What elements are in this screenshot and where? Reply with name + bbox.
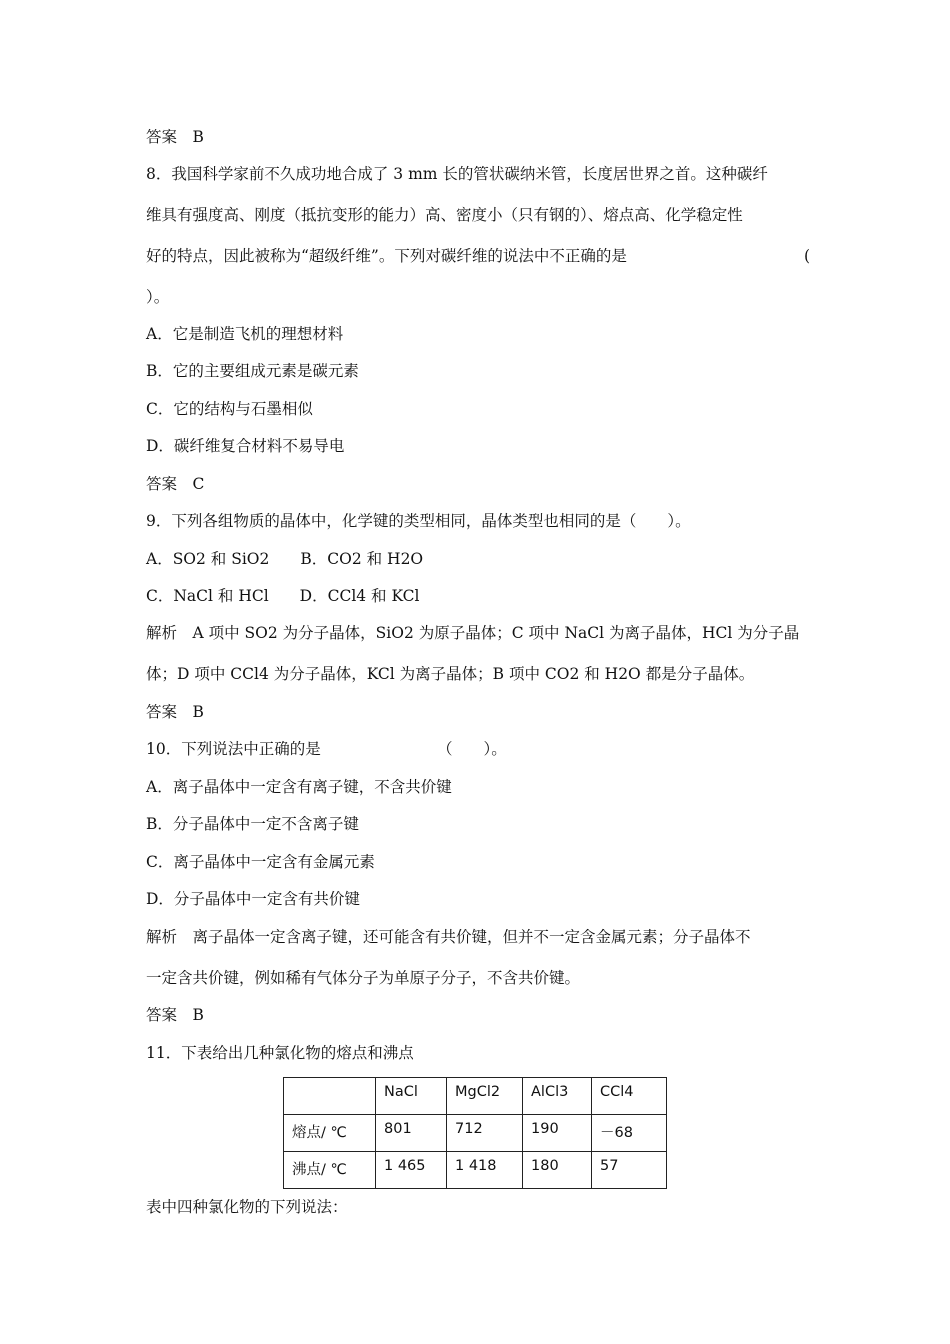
table-cell: －68 — [592, 1115, 667, 1152]
table-cell: MgCl2 — [447, 1078, 523, 1115]
analysis-text: 解析 A 项中 SO2 为分子晶体，SiO2 为原子晶体；C 项中 NaCl 为离子晶体，HCl 为分子晶 — [146, 624, 800, 642]
option-d: D．分子晶体中一定含有共价键 — [146, 890, 360, 908]
table-cell: 熔点/ ℃ — [284, 1115, 376, 1152]
table-cell: 712 — [447, 1115, 523, 1152]
answer-line: 答案 B — [146, 703, 204, 721]
option-a: A．离子晶体中一定含有离子键，不含共价键 — [146, 778, 452, 796]
table-cell: 1 465 — [376, 1152, 447, 1189]
question-8-text: 8．我国科学家前不久成功地合成了 3 mm 长的管状碳纳米管，长度居世界之首。这种碳纤 — [146, 165, 768, 183]
question-9-text: 9．下列各组物质的晶体中，化学键的类型相同，晶体类型也相同的是（ ）。 — [146, 512, 691, 530]
option-b: B．它的主要组成元素是碳元素 — [146, 362, 359, 380]
option-b: B．分子晶体中一定不含离子键 — [146, 815, 359, 833]
question-11-followup: 表中四种氯化物的下列说法： — [146, 1198, 348, 1216]
option-c: C．它的结构与石墨相似 — [146, 400, 313, 418]
analysis-text: 解析 离子晶体一定含离子键，还可能含有共价键，但并不一定含金属元素；分子晶体不 — [146, 928, 751, 946]
analysis-text-cont: 一定含共价键，例如稀有气体分子为单原子分子，不含共价键。 — [146, 969, 581, 987]
answer-bracket-open: ( — [803, 247, 810, 265]
table-cell: 180 — [523, 1152, 592, 1189]
option-a: A．它是制造飞机的理想材料 — [146, 325, 344, 343]
answer-line: 答案 B — [146, 128, 204, 146]
chloride-table — [283, 1077, 667, 1189]
answer-line: 答案 B — [146, 1006, 204, 1024]
table-cell: NaCl — [376, 1078, 447, 1115]
question-10-text: 10．下列说法中正确的是 （ ）。 — [146, 740, 507, 758]
analysis-text-cont: 体；D 项中 CCl4 为分子晶体，KCl 为离子晶体；B 项中 CO2 和 H2O 都是分子晶体。 — [146, 665, 755, 683]
table-cell: 801 — [376, 1115, 447, 1152]
table-header-row — [284, 1078, 667, 1115]
table-cell: AlCl3 — [523, 1078, 592, 1115]
table-cell: 1 418 — [447, 1152, 523, 1189]
option-d: D．碳纤维复合材料不易导电 — [146, 437, 345, 455]
table-cell: 沸点/ ℃ — [284, 1152, 376, 1189]
question-11-text: 11．下表给出几种氯化物的熔点和沸点 — [146, 1044, 414, 1062]
table-cell: CCl4 — [592, 1078, 667, 1115]
answer-bracket-close: ）。 — [146, 288, 170, 306]
table-row — [284, 1115, 667, 1152]
table-cell — [284, 1078, 376, 1115]
question-8-text-cont — [146, 245, 810, 267]
table-row — [284, 1152, 667, 1189]
question-8-stem-end: 好的特点，因此被称为“超级纤维”。下列对碳纤维的说法中不正确的是 — [146, 247, 627, 265]
table-cell: 190 — [523, 1115, 592, 1152]
answer-line: 答案 C — [146, 475, 205, 493]
options-cd: C．NaCl 和 HCl D．CCl4 和 KCl — [146, 587, 420, 605]
option-c: C．离子晶体中一定含有金属元素 — [146, 853, 375, 871]
table-cell: 57 — [592, 1152, 667, 1189]
question-8-text-cont: 维具有强度高、刚度（抵抗变形的能力）高、密度小（只有钢的）、熔点高、化学稳定性 — [146, 206, 743, 224]
options-ab: A．SO2 和 SiO2 B．CO2 和 H2O — [146, 550, 424, 568]
